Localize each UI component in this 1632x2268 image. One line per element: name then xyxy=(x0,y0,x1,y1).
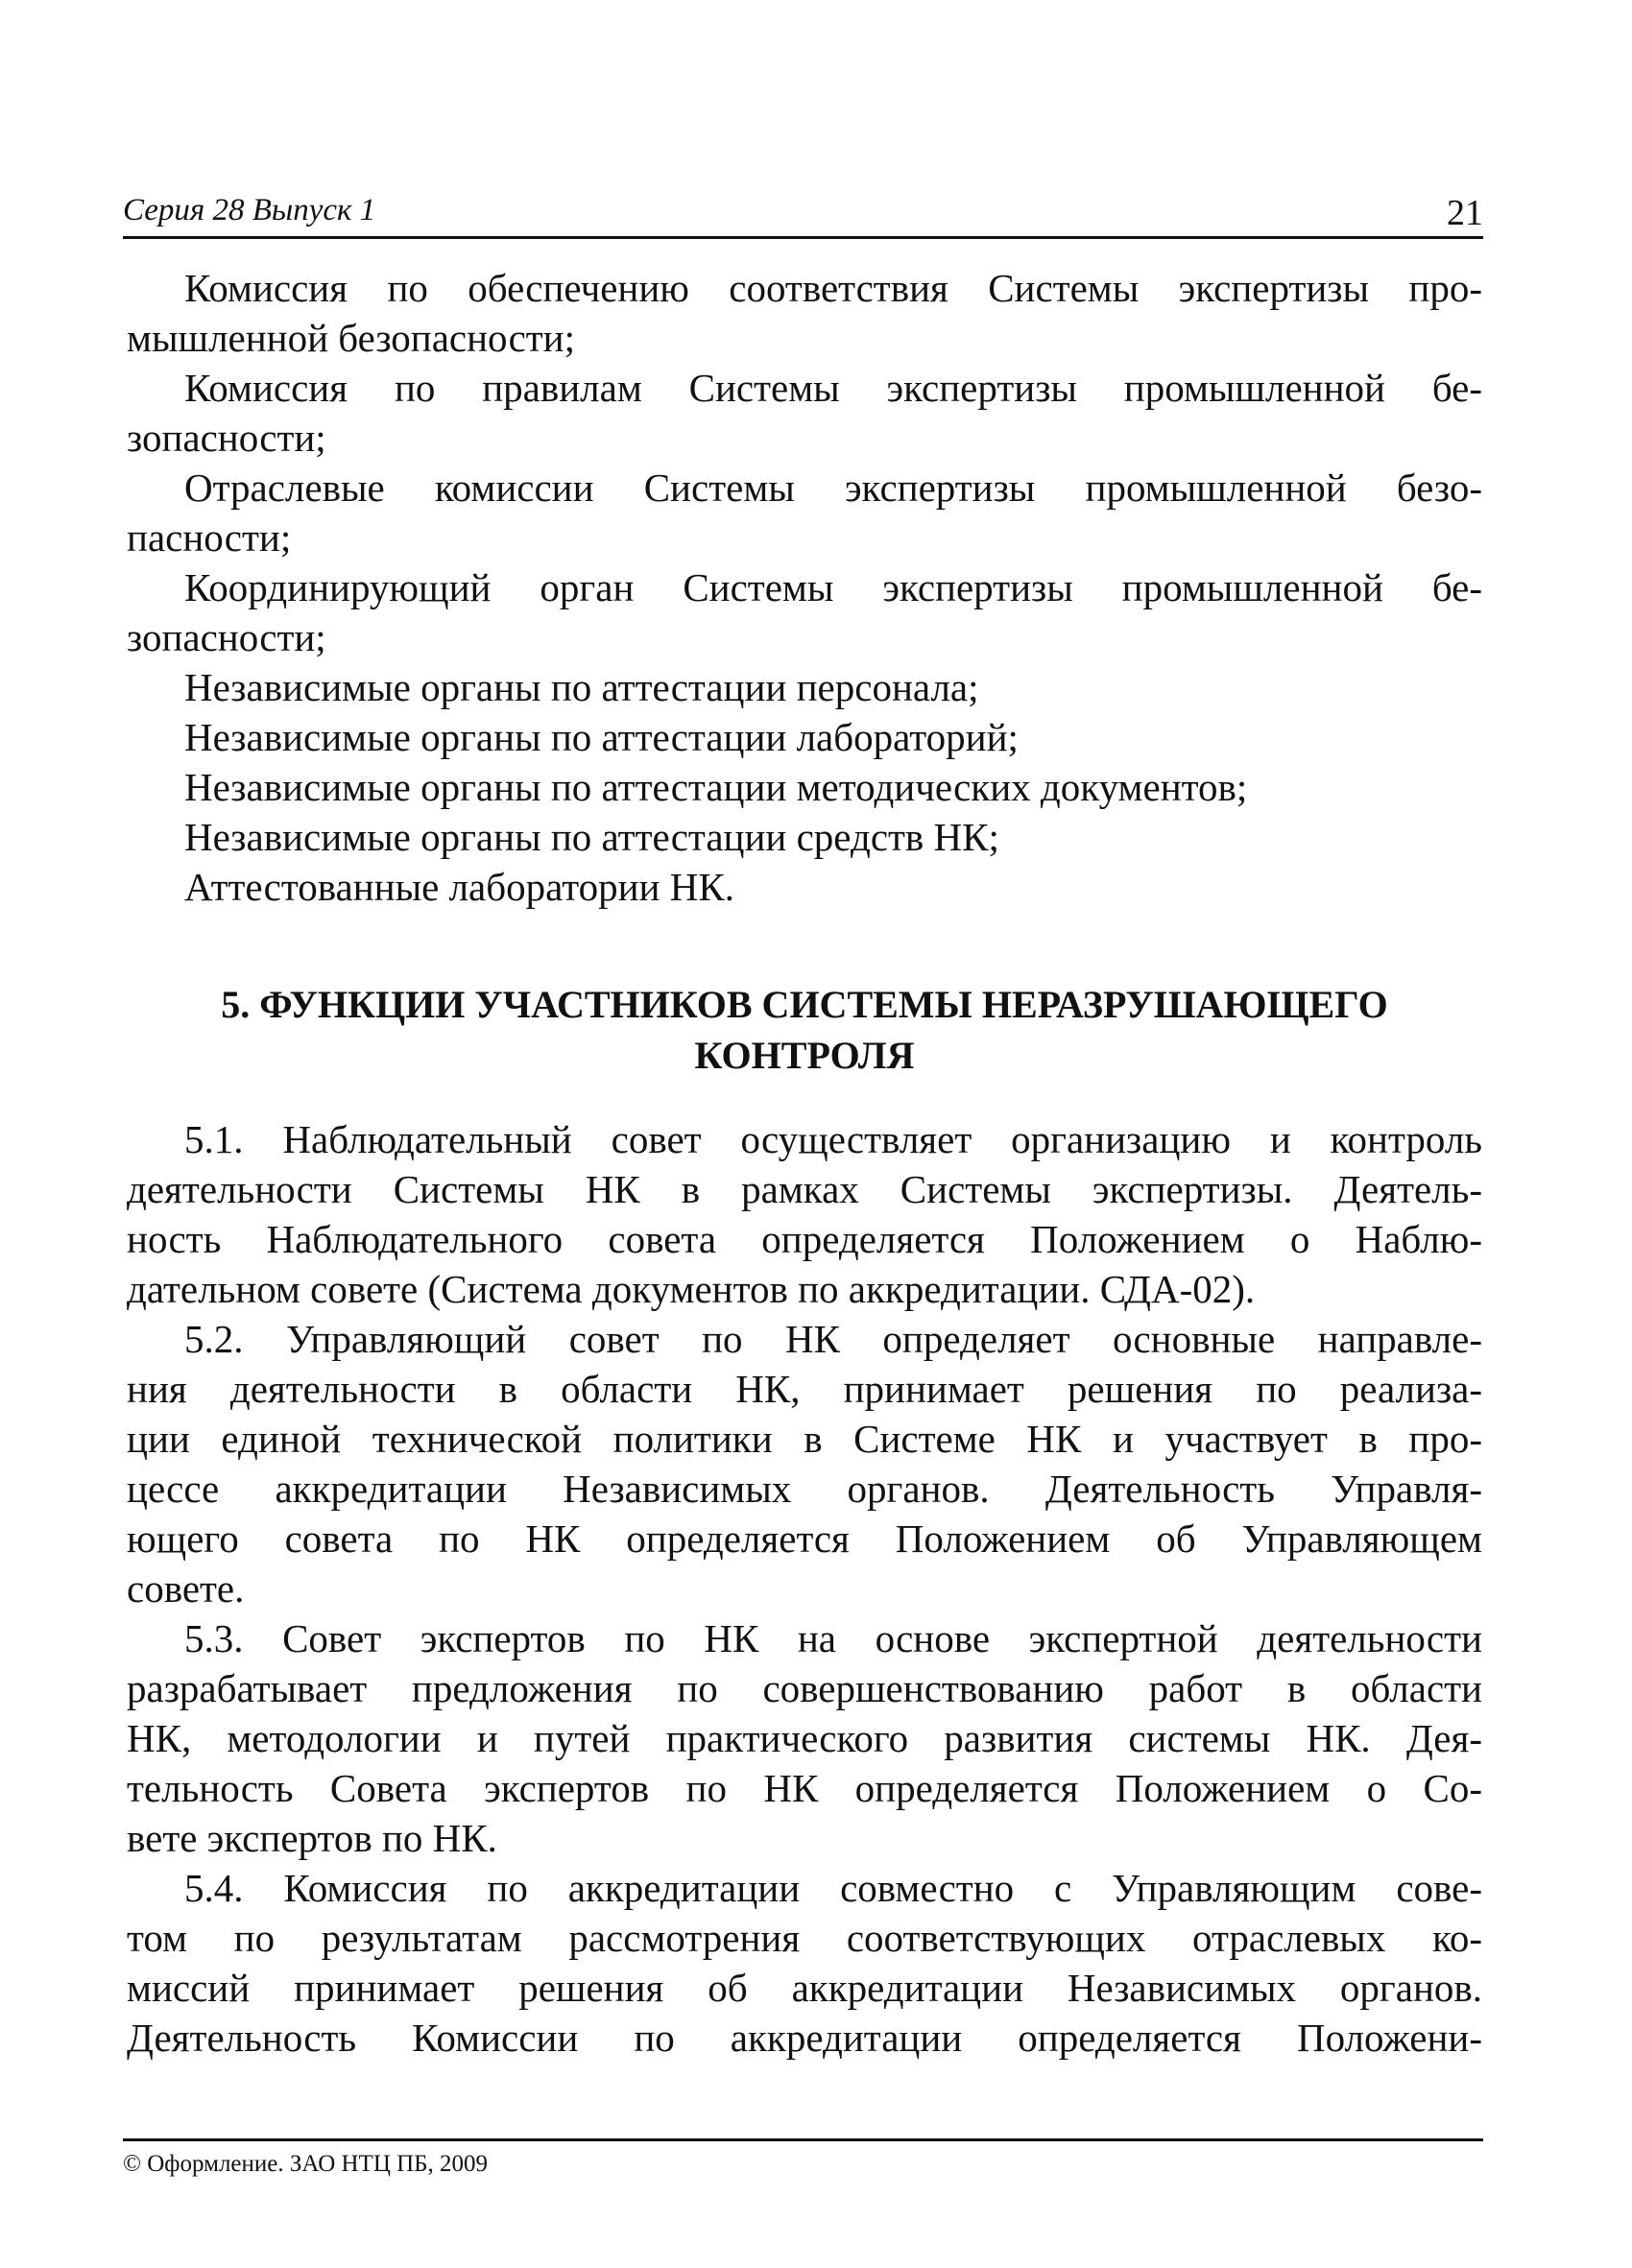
text-line: Деятельность Комиссии по аккредитации определяется Положени- xyxy=(127,2016,1482,2060)
text-line: Независимые органы по аттестации средств НК; xyxy=(184,815,999,859)
text-line: ющего совета по НК определяется Положением об Управляющем xyxy=(127,1516,1482,1561)
footer-copyright: © Оформление. ЗАО НТЦ ПБ, 2009 xyxy=(123,2151,489,2177)
heading-line: КОНТРОЛЯ xyxy=(694,1034,915,1077)
text-line: ции единой технической политики в Системе НК и участвует в про- xyxy=(127,1417,1482,1461)
paragraph xyxy=(127,1314,1482,1613)
page-number: 21 xyxy=(1447,193,1483,233)
list-item xyxy=(127,263,1482,363)
text-line: зопасности; xyxy=(127,416,326,460)
text-line: НК, методологии и путей практического развития системы НК. Дея- xyxy=(127,1716,1482,1760)
list-item xyxy=(127,662,1482,712)
text-line: 5.3. Совет экспертов по НК на основе экспертной деятельности xyxy=(184,1616,1482,1660)
text-line: совете. xyxy=(127,1566,245,1611)
series-title: Серия 28 Выпуск 1 xyxy=(123,193,376,227)
text-line: мышленной безопасности; xyxy=(127,316,576,360)
text-line: миссий принимает решения об аккредитации Независимых органов. xyxy=(127,1966,1482,2010)
section-heading xyxy=(127,979,1482,1081)
text-line: 5.4. Комиссия по аккредитации совместно с Управляющим сове- xyxy=(184,1866,1482,1910)
paragraph xyxy=(127,1114,1482,1314)
text-line: Аттестованные лаборатории НК. xyxy=(184,865,734,909)
list-item xyxy=(127,562,1482,662)
text-line: Независимые органы по аттестации персонала; xyxy=(184,665,979,709)
text-line: тельность Совета экспертов по НК определяется Положением о Со- xyxy=(127,1766,1482,1810)
text-line: Независимые органы по аттестации методических документов; xyxy=(184,765,1248,809)
section-paragraphs xyxy=(127,1114,1482,2063)
text-line: Отраслевые комиссии Системы экспертизы промышленной безо- xyxy=(184,466,1482,510)
footer xyxy=(123,2138,1483,2178)
list-item xyxy=(127,862,1482,912)
list-item xyxy=(127,762,1482,812)
text-line: деятельности Системы НК в рамках Системы экспертизы. Деятель- xyxy=(127,1167,1482,1211)
text-line: Комиссия по обеспечению соответствия Системы экспертизы про- xyxy=(184,266,1482,310)
page-body xyxy=(127,263,1482,2063)
paragraph xyxy=(127,1863,1482,2063)
participants-list xyxy=(127,263,1482,912)
text-line: разрабатывает предложения по совершенствованию работ в области xyxy=(127,1666,1482,1710)
text-line: 5.1. Наблюдательный совет осуществляет организацию и контроль xyxy=(184,1117,1482,1161)
text-line: том по результатам рассмотрения соответствующих отраслевых ко- xyxy=(127,1916,1482,1960)
text-line: пасности; xyxy=(127,515,292,560)
paragraph xyxy=(127,1613,1482,1863)
text-line: Координирующий орган Системы экспертизы промышленной бе- xyxy=(184,565,1482,609)
text-line: 5.2. Управляющий совет по НК определяет основные направле- xyxy=(184,1317,1482,1361)
text-line: вете экспертов по НК. xyxy=(127,1816,497,1860)
text-line: Независимые органы по аттестации лабораторий; xyxy=(184,715,1019,759)
text-line: дательном совете (Система документов по аккредитации. СДА-02). xyxy=(127,1267,1256,1311)
running-header xyxy=(123,188,1483,239)
text-line: ния деятельности в области НК, принимает решения по реализа- xyxy=(127,1367,1482,1411)
list-item xyxy=(127,712,1482,762)
heading-line: 5. ФУНКЦИИ УЧАСТНИКОВ СИСТЕМЫ НЕРАЗРУШАЮЩЕГО xyxy=(221,983,1388,1026)
text-line: зопасности; xyxy=(127,615,326,659)
text-line: ность Наблюдательного совета определяется Положением о Наблю- xyxy=(127,1217,1482,1261)
list-item xyxy=(127,812,1482,862)
text-line: Комиссия по правилам Системы экспертизы промышленной бе- xyxy=(184,366,1482,410)
text-line: цессе аккредитации Независимых органов. Деятельность Управля- xyxy=(127,1467,1482,1511)
list-item xyxy=(127,363,1482,463)
list-item xyxy=(127,463,1482,562)
